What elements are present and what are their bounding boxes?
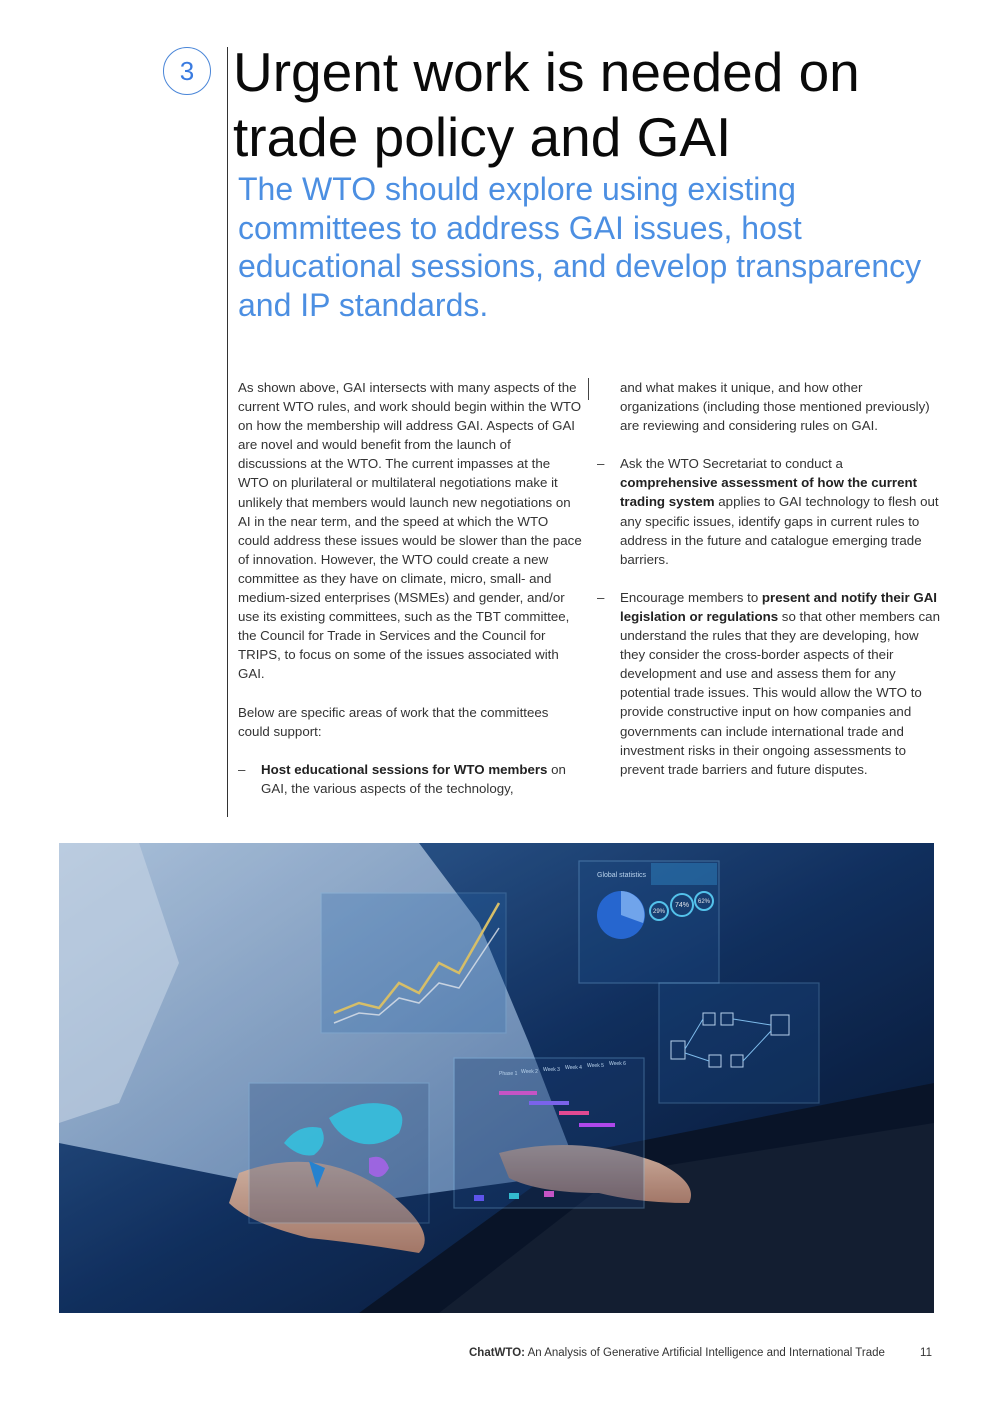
bullet-bold-text: comprehensive assessment of how the current trading system bbox=[620, 475, 918, 510]
page-title: Urgent work is needed on trade policy and GAI bbox=[233, 41, 860, 168]
bullet-dash: – bbox=[597, 589, 605, 605]
left-column bbox=[238, 378, 583, 798]
hero-photo-laptop-dashboard bbox=[59, 843, 934, 1313]
bullet-text: Ask the WTO Secretariat to conduct a bbox=[620, 456, 843, 472]
gantt-header: Week 4 bbox=[565, 1065, 582, 1071]
page-subtitle: The WTO should explore using existing committees to address GAI issues, host educational sessions, and develop transparency and IP standards. bbox=[238, 171, 922, 323]
bullet-assessment bbox=[597, 454, 942, 569]
bullet-dash: – bbox=[238, 761, 246, 777]
bullet-bold-text: Host educational sessions for WTO members bbox=[261, 761, 548, 777]
gauge-value-3: 62% bbox=[698, 899, 711, 905]
bullet-text: on GAI, the various aspects of the technology, bbox=[261, 761, 566, 796]
page-number: 11 bbox=[920, 1347, 932, 1359]
gauge-value-2: 74% bbox=[675, 902, 690, 909]
bullet-notify-legislation bbox=[597, 588, 942, 779]
bullet-text: Encourage members to bbox=[620, 589, 762, 605]
gantt-header: Week 6 bbox=[609, 1061, 626, 1067]
section-rule bbox=[227, 47, 228, 817]
gauge-value-1: 29% bbox=[653, 909, 666, 915]
column-divider bbox=[588, 378, 589, 400]
right-column bbox=[597, 378, 942, 779]
panel-heading: Global statistics bbox=[597, 872, 647, 879]
left-paragraph-2: Below are specific areas of work that the committees could support: bbox=[238, 704, 549, 739]
gantt-header: Week 5 bbox=[587, 1063, 604, 1069]
left-paragraph-1: As shown above, GAI intersects with many aspects of the current WTO rules, and work should begin within the WTO on how the membership will address GAI. Aspects of GAI are novel and would benefit from the launch of discussions at the WTO. The current impasses at the WTO on plurilateral or multilateral negotiations make it unlikely that members would launch new negotiations on AI in the near term, and the speed at which the WTO could address these issues would be slower than the pace of innovation. However, the WTO could create a new committee as they have on climate, micro, small- and medium-sized enterprises (MSMEs) and gender, and/or use its existing committees, such as the TBT committee, the Council for Trade in Services and the Council for TRIPS, to focus on some of the issues associated with GAI. bbox=[238, 380, 582, 682]
gantt-header: Week 2 bbox=[521, 1069, 538, 1075]
hero-illustration bbox=[59, 843, 934, 1313]
footer-brand: ChatWTO: bbox=[469, 1347, 526, 1359]
bullet-dash: – bbox=[597, 456, 605, 472]
bullet-educational-sessions bbox=[238, 760, 583, 798]
gantt-header: Phase 1 bbox=[499, 1071, 518, 1077]
page-footer bbox=[469, 1347, 934, 1359]
bullet-continuation: and what makes it unique, and how other organizations (including those mentioned previously) are reviewing and considering rules on GAI. bbox=[620, 380, 930, 434]
section-number-badge: 3 bbox=[163, 47, 211, 95]
gantt-header: Week 3 bbox=[543, 1067, 560, 1073]
bullet-bold-text: present and notify their GAI legislation or regulations bbox=[620, 589, 937, 624]
bullet-text: applies to GAI technology to flesh out any specific issues, identify gaps in current rules to address in the future and catalogue emerging trade barriers. bbox=[620, 494, 939, 567]
bullet-text: so that other members can understand the rules that they are developing, how they consider the cross-border aspects of their development and use and assess them for any potential trade issues. This would allow the WTO to provide constructive input on how companies and governments can include international trade and investment risks in their ongoing assessments to prevent trade barriers and future disputes. bbox=[620, 608, 940, 777]
footer-report-title: An Analysis of Generative Artificial Intelligence and International Trade bbox=[525, 1347, 885, 1359]
